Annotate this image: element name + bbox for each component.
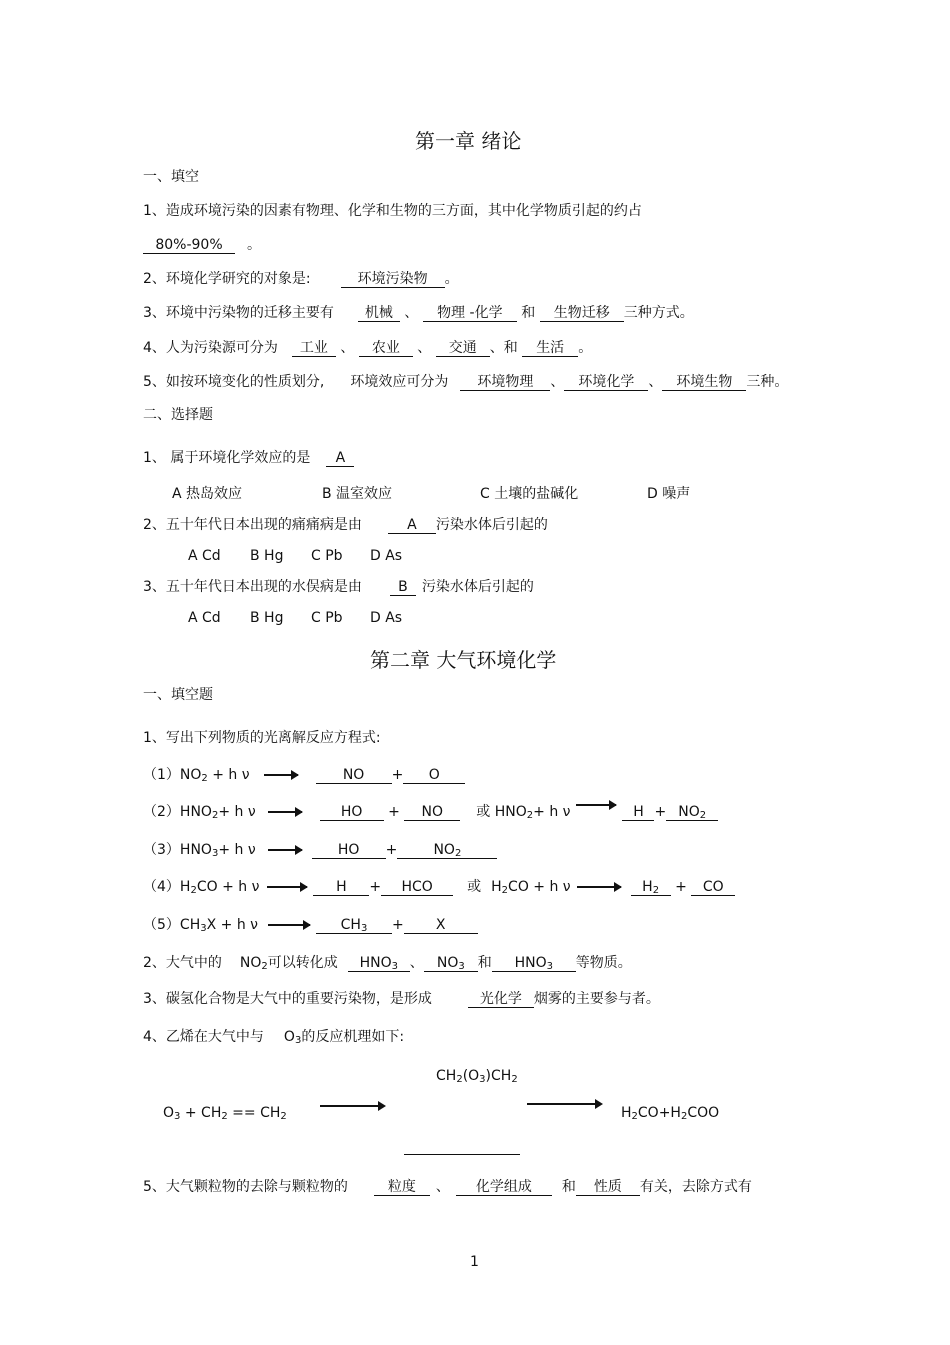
choice-question-2 — [143, 516, 548, 534]
subscript: 2 — [201, 773, 208, 784]
answer-blank — [316, 917, 392, 934]
text: 和 — [561, 1179, 576, 1195]
answer-blank — [666, 804, 718, 821]
answer-blank: A — [388, 517, 436, 534]
subscript: 2 — [456, 1074, 463, 1085]
chapter-2-title: 第二章 大气环境化学 — [370, 648, 557, 672]
reactant: H — [179, 879, 191, 895]
subscript: 2 — [190, 885, 197, 896]
question-text: 3、环境中污染物的迁移主要有 — [143, 305, 334, 321]
answer-blank: 交通 — [436, 340, 490, 357]
answer-blank: 粒度 — [374, 1179, 430, 1196]
option-b: B 温室效应 — [322, 486, 393, 502]
answer-blank: HO — [312, 842, 386, 859]
subscript: 3 — [200, 923, 207, 934]
subscript: 3 — [174, 1111, 181, 1122]
answer-blank: B — [390, 579, 416, 596]
question-text: 等物质。 — [575, 955, 632, 971]
option-a: A Cd — [188, 610, 221, 626]
subscript: 2 — [699, 810, 707, 821]
mechanism-reactants — [163, 1104, 287, 1122]
subscript: 3 — [360, 923, 368, 934]
photon: + h ν — [220, 917, 258, 933]
question-text: 2、五十年代日本出现的痛痛病是由 — [143, 517, 362, 533]
punctuation: 。 — [578, 340, 593, 356]
option-b: B Hg — [250, 610, 284, 626]
chemical: NO — [239, 955, 262, 971]
reaction-1 — [143, 766, 465, 784]
photon: + h ν — [218, 804, 256, 820]
answer-text: HNO — [359, 955, 392, 971]
answer-blank: 化学组成 — [456, 1179, 552, 1196]
answer-blank: X — [404, 917, 478, 934]
punctuation: 。 — [247, 237, 261, 253]
answer-blank: 环境生物 — [662, 374, 746, 391]
question-2 — [143, 270, 459, 288]
subscript: 3 — [211, 848, 219, 859]
question-1-answer-line — [143, 236, 261, 254]
answer-blank — [631, 879, 671, 896]
reactant: HNO — [179, 804, 212, 820]
photon: + h ν — [222, 879, 260, 895]
reactant: HNO — [179, 842, 212, 858]
photon: + h ν — [218, 842, 256, 858]
formula-part: == CH — [227, 1105, 281, 1121]
plus: + — [675, 879, 687, 895]
reaction-number: （2） — [143, 804, 180, 820]
answer-blank — [348, 955, 410, 972]
answer-blank: 环境物理 — [460, 374, 550, 391]
question-2 — [143, 954, 632, 972]
formula-part: H — [621, 1105, 632, 1121]
arrow-icon — [527, 1103, 597, 1105]
arrow-icon — [320, 1105, 380, 1107]
text: 或 — [476, 804, 491, 820]
section-fill-in: 一、填空 — [143, 169, 199, 185]
subscript: 3 — [294, 1035, 302, 1046]
answer-blank: 工业 — [292, 340, 336, 357]
subscript: 3 — [391, 961, 398, 972]
answer-blank: A — [326, 450, 354, 467]
reactant: X — [206, 917, 217, 933]
subscript: 2 — [211, 810, 219, 821]
question-5 — [143, 1178, 752, 1196]
answer-blank: 性质 — [576, 1179, 640, 1196]
text: 三种方式。 — [623, 305, 694, 321]
subscript: 2 — [454, 848, 462, 859]
question-text: 污染水体后引起的 — [435, 517, 548, 533]
section-multiple-choice: 二、选择题 — [143, 407, 213, 423]
option-a: A Cd — [188, 548, 221, 564]
answer-blank: NO — [316, 767, 392, 784]
arrow-icon — [264, 774, 298, 776]
answer-text: NO — [433, 842, 455, 858]
text: 或 — [467, 879, 482, 895]
plus: + — [391, 767, 404, 783]
plus: + — [369, 879, 382, 895]
answer-blank: H — [622, 804, 654, 821]
subscript: 3 — [546, 961, 553, 972]
subscript: 2 — [680, 1111, 688, 1122]
option-c: C Pb — [311, 610, 343, 626]
answer-blank — [492, 955, 576, 972]
subscript: 2 — [526, 810, 534, 821]
formula-part: O — [163, 1105, 175, 1121]
question-text: 1、 属于环境化学效应的是 — [143, 450, 311, 466]
punctuation: 。 — [444, 271, 459, 287]
reaction-5 — [143, 916, 478, 934]
question-text: 5、大气颗粒物的去除与颗粒物的 — [143, 1179, 348, 1195]
subscript: 2 — [652, 885, 660, 896]
text: 和 — [477, 955, 492, 971]
subscript: 3 — [458, 961, 465, 972]
question-1: 1、写出下列物质的光离解反应方程式: — [143, 730, 381, 746]
arrow-icon — [576, 804, 616, 806]
question-text: 有关，去除方式有 — [639, 1179, 752, 1195]
subscript: 3 — [479, 1074, 486, 1085]
question-text: 3、五十年代日本出现的水俣病是由 — [143, 579, 362, 595]
answer-blank: CO — [691, 879, 735, 896]
question-5: 5、如按环境变化的性质划分, 环境效应可分为 环境物理 、 环境化学 、 环境生物 三种。 — [143, 374, 789, 390]
formula-part: COO — [687, 1105, 720, 1121]
answer-blank: 农业 — [359, 340, 413, 357]
reactant: NO — [179, 767, 202, 783]
chapter-1-title: 第一章 绪论 — [415, 129, 522, 153]
answer-blank: 光化学 — [468, 991, 534, 1008]
answer-blank — [404, 1154, 520, 1155]
reactant: CO — [508, 879, 529, 895]
question-text: 5、如按环境变化的性质划分, — [143, 374, 325, 390]
subscript: 2 — [501, 885, 509, 896]
question-text: 2、大气中的 — [143, 955, 222, 971]
question-text: 污染水体后引起的 — [421, 579, 534, 595]
question-text: 3、碳氢化合物是大气中的重要污染物，是形成 — [143, 991, 432, 1007]
option-d: D 噪声 — [647, 486, 691, 502]
option-d: D As — [370, 610, 403, 626]
text: 三种。 — [746, 374, 789, 390]
reaction-number: （3） — [143, 842, 180, 858]
formula-part: CO+H — [637, 1105, 681, 1121]
question-3: 3、环境中污染物的迁移主要有 机械 、 物理 -化学 和 生物迁移 三种方式。 — [143, 305, 694, 321]
arrow-icon — [577, 886, 621, 888]
answer-blank: 环境污染物 — [341, 271, 445, 288]
photon: + h ν — [212, 767, 250, 783]
option-c: C Pb — [311, 548, 343, 564]
answer-text: NO — [436, 955, 459, 971]
subscript: 2 — [261, 961, 268, 972]
option-c: C 土壤的盐碱化 — [480, 486, 579, 502]
answer-blank: 环境化学 — [564, 374, 648, 391]
plus: + — [385, 842, 398, 858]
question-text: 的反应机理如下: — [301, 1029, 405, 1045]
formula-part: )CH — [485, 1068, 512, 1084]
question-text: 烟雾的主要参与者。 — [533, 991, 660, 1007]
subscript: 2 — [631, 1111, 638, 1122]
answer-blank: H — [313, 879, 369, 896]
option-a: A 热岛效应 — [172, 486, 243, 502]
photon: + h ν — [533, 879, 571, 895]
answer-text: CH — [340, 917, 361, 933]
answer-text: NO — [678, 804, 700, 820]
punctuation: 、 — [409, 955, 424, 971]
subscript: 2 — [511, 1074, 518, 1085]
reaction-number: （5） — [143, 917, 180, 933]
option-b: B Hg — [250, 548, 284, 564]
question-text: 可以转化成 — [267, 955, 338, 971]
reaction-number: （4） — [143, 879, 180, 895]
arrow-icon — [268, 924, 310, 926]
question-1: 1、造成环境污染的因素有物理、化学和生物的三方面，其中化学物质引起的约占 — [143, 203, 642, 219]
text: 和 — [521, 305, 536, 321]
ozonide-intermediate — [436, 1067, 518, 1085]
subscript: 2 — [221, 1111, 228, 1122]
plus: + — [388, 804, 400, 820]
question-3 — [143, 990, 660, 1008]
formula-part: CH — [436, 1068, 457, 1084]
answer-blank: 机械 — [358, 305, 400, 322]
choice-question-3 — [143, 578, 534, 596]
answer-blank: HO — [320, 804, 384, 821]
answer-blank: NO — [404, 804, 460, 821]
answer-blank: HCO — [381, 879, 453, 896]
answer-blank: 生物迁移 — [540, 305, 624, 322]
question-text: 4、乙烯在大气中与 — [143, 1029, 264, 1045]
chemical: O — [283, 1029, 295, 1045]
question-text: 2、环境化学研究的对象是: — [143, 271, 311, 287]
reactant: H — [491, 879, 502, 895]
reaction-number: （1） — [143, 767, 180, 783]
question-text: 4、人为污染源可分为 — [143, 340, 278, 356]
option-d: D As — [370, 548, 403, 564]
photon: + h ν — [533, 804, 571, 820]
subscript: 2 — [280, 1111, 287, 1122]
plus: + — [391, 917, 404, 933]
choice-question-1 — [143, 449, 354, 467]
arrow-icon — [267, 886, 307, 888]
arrow-icon — [268, 849, 302, 851]
question-4 — [143, 1028, 404, 1046]
answer-text: HNO — [514, 955, 547, 971]
plus: + — [654, 804, 667, 820]
reactant: CH — [179, 917, 201, 933]
reaction-2 — [143, 803, 718, 821]
formula-part: + CH — [180, 1105, 222, 1121]
punctuation: 、 — [435, 1179, 450, 1195]
answer-text: H — [642, 879, 653, 895]
answer-blank: 物理 -化学 — [423, 305, 517, 322]
arrow-icon — [268, 811, 302, 813]
answer-blank — [424, 955, 478, 972]
mechanism-products — [621, 1104, 719, 1122]
answer-blank: 生活 — [522, 340, 578, 357]
question-text: 环境效应可分为 — [350, 374, 449, 390]
reactant: HNO — [494, 804, 527, 820]
text: 、和 — [489, 340, 518, 356]
answer-blank: O — [403, 767, 465, 784]
page-number: 1 — [470, 1254, 479, 1270]
section-fill-in: 一、填空题 — [143, 687, 213, 703]
reaction-4 — [143, 878, 735, 896]
reaction-3 — [143, 841, 497, 859]
question-4: 4、人为污染源可分为 工业 、 农业 、 交通 、和 生活 。 — [143, 340, 593, 356]
formula-part: (O — [462, 1068, 480, 1084]
reactant: CO — [196, 879, 218, 895]
answer-blank — [397, 842, 497, 859]
answer-blank: 80%-90% — [143, 237, 235, 254]
